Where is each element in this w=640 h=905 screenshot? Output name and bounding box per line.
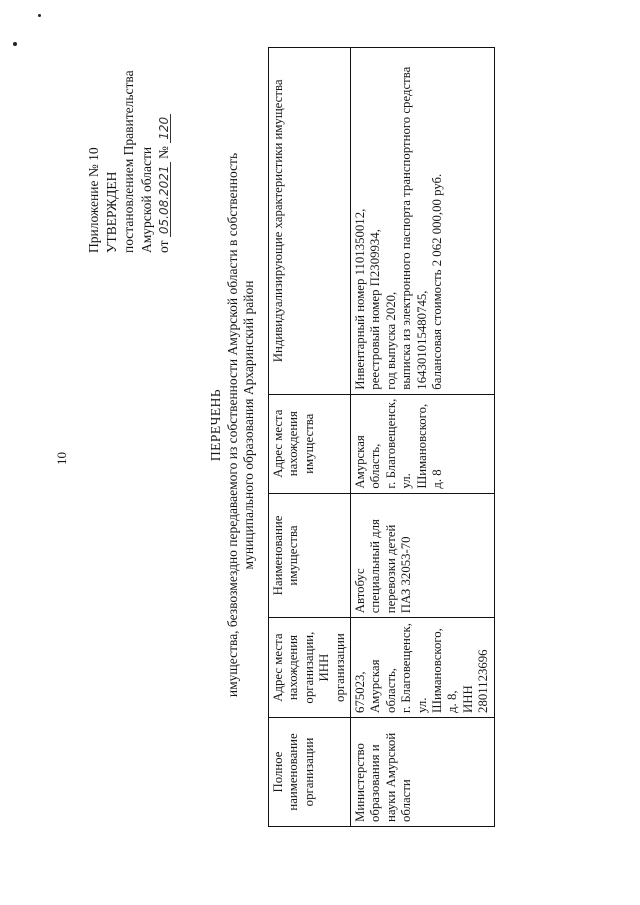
approved-line: УТВЕРЖДЕН — [103, 171, 119, 253]
appendix-line: Приложение № 10 — [86, 147, 101, 253]
region-line: Амурской области — [138, 146, 154, 253]
cell-property-address: Амурская область, г. Благовещенск, ул. Шимановского, д. 8 — [351, 394, 495, 493]
header-org-address: Адрес места нахождения организации, ИНН организации — [269, 618, 351, 718]
cell-characteristics: Инвентарный номер 1101350012, реестровый номер П2309934, год выпуска 2020, выписка из электронного паспорта транспортного средства 164301015480745, балансовая стоимость 2 062 000,00 руб. — [351, 48, 495, 395]
resolution-line: постановлением Правительства — [121, 70, 137, 253]
title-heading: ПЕРЕЧЕНЬ — [208, 388, 223, 462]
header-property-name: Наименование имущества — [269, 493, 351, 618]
header-characteristics: Индивидуализирующие характеристики имущества — [269, 48, 351, 395]
table-header-row — [269, 48, 351, 827]
date-value: 05.08.2021 — [158, 162, 171, 237]
cell-org-address: 675023, Амурская область, г. Благовещенск, ул. Шимановского, д. 8, ИНН 2801123696 — [351, 618, 495, 718]
approval-stamp — [85, 70, 173, 253]
cell-organization: Министерство образования и науки Амурской области — [351, 717, 495, 826]
property-table — [268, 47, 495, 827]
number-value: 120 — [158, 114, 171, 143]
date-number-line — [155, 70, 173, 253]
document-title — [208, 85, 258, 765]
cell-property-name: Автобус специальный для перевозки детей ПАЗ 32053-70 — [351, 493, 495, 618]
table-row — [351, 48, 495, 827]
page-number: 10 — [54, 452, 69, 465]
number-prefix: № — [156, 146, 172, 160]
title-line-1: имущества, безвозмездно передаваемого из собственности Амурской области в собственность — [224, 152, 240, 698]
header-organization: Полное наименование организации — [269, 717, 351, 826]
date-prefix: от — [156, 240, 172, 253]
header-property-address: Адрес места нахождения имущества — [269, 394, 351, 493]
title-line-2: муниципального образования Архаринский район — [241, 280, 256, 570]
